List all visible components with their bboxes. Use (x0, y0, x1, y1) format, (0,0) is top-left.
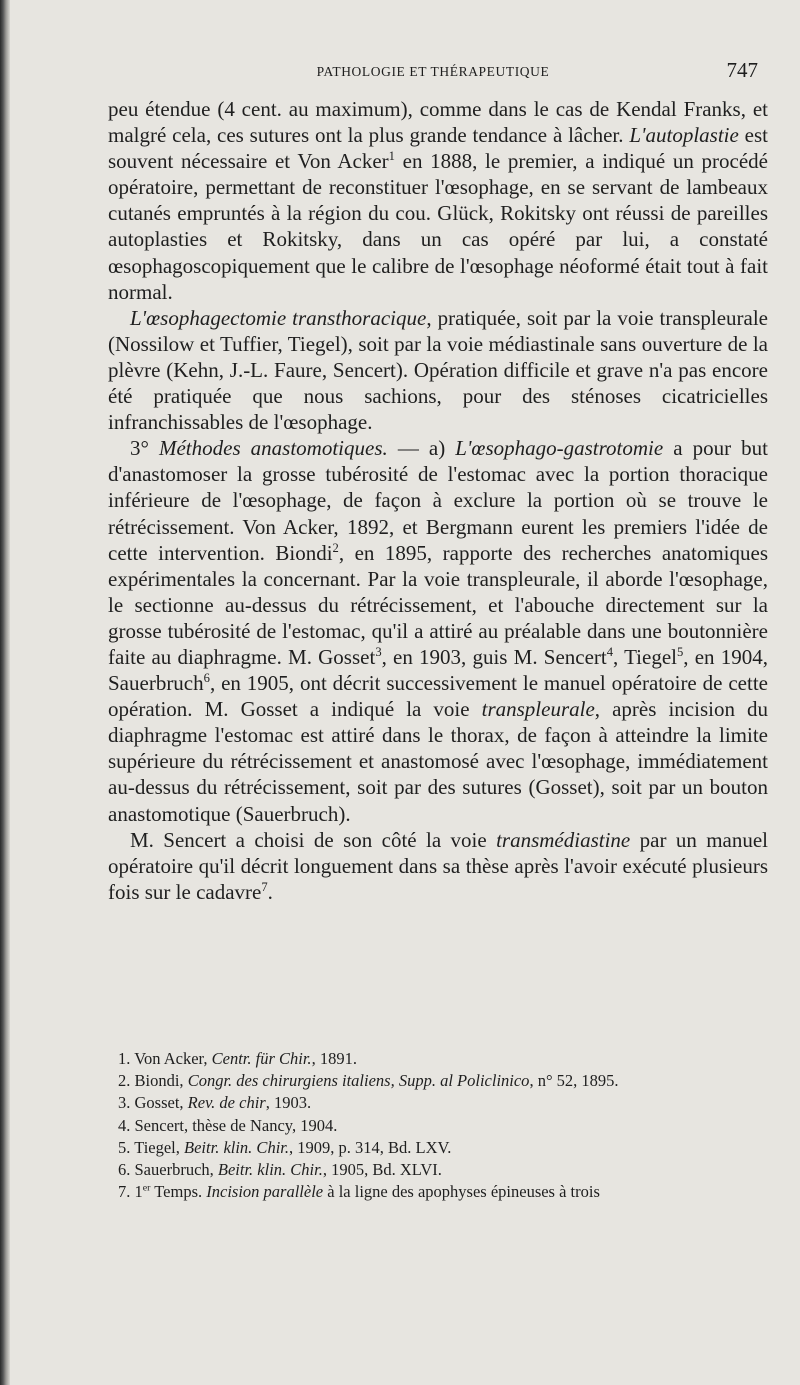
footnote-number: 4. (118, 1115, 131, 1135)
footnote-number: 1. (118, 1049, 131, 1068)
text-run: , pratiquée, soit par la voie transpleurale (Nossilow et Tuffier, Tiegel), soit par la voie médiastinale sans ouverture de la plèvre (Kehn, J.-L. Faure, Sencert). Opération difficile et grave n'a pas encore été pratiquée que nous sachions, pour des sténoses cicatricielles infranchissables de l'œsophage. (108, 305, 768, 435)
text-run: , 1903. (265, 1093, 312, 1113)
text-run: Sauerbruch, (130, 1160, 218, 1180)
italic-term: transpleurale (481, 697, 595, 722)
italic-term: L'autoplastie (629, 123, 739, 148)
text-run: 3° (130, 436, 159, 461)
text-run: . (267, 879, 273, 904)
paragraph-oesophagectomie (108, 305, 768, 435)
footnotes (108, 1048, 768, 1203)
scan-edge-shadow (0, 0, 10, 1385)
text-run: , en 1903, guis M. Sencert (381, 644, 607, 669)
text-run: — a) (387, 436, 456, 461)
footnote-number: 3. (118, 1093, 131, 1113)
running-head: PATHOLOGIE ET THÉRAPEUTIQUE (316, 64, 550, 79)
text-run: à la ligne des apophyses épineuses à trois (323, 1182, 600, 1202)
footnote-3 (108, 1092, 768, 1114)
text-run: est souvent nécessaire et Von Acker (108, 123, 769, 174)
text-run: Biondi, (130, 1071, 188, 1091)
text-run: par un manuel opératoire qu'il décrit longuement dans sa thèse après l'avoir exécuté plusieurs fois sur le cadavre (108, 827, 769, 904)
text-run: en 1888, le premier, a indiqué un procédé opératoire, permettant de reconstituer l'œsophage, en se servant de lambeaux cutanés empruntés à la région du cou. Glück, Rokitsky ont réussi de pareilles autoplasties et Rokitsky, dans un cas opéré par lui, a constaté œsophagoscopiquement que le calibre de l'œsophage néoformé était tout à fait normal. (108, 149, 768, 304)
ordinal-suffix: er (142, 1182, 151, 1194)
text-run: , en 1905, ont décrit successivement le manuel opératoire de cette opération. M. Gosset a indiqué la voie (108, 671, 768, 722)
text-run: Sencert, thèse de Nancy, 1904. (130, 1115, 338, 1135)
footnote-ref: 2 (332, 540, 339, 555)
paragraph-methodes-anastomotiques (108, 435, 768, 826)
text-run: M. Sencert a choisi de son côté la voie (130, 827, 497, 852)
text-run: Tiegel, (130, 1137, 185, 1157)
footnote-1 (108, 1048, 768, 1070)
paragraph-sencert (108, 827, 768, 905)
text-run: , Tiegel (613, 644, 677, 669)
page-header (108, 58, 758, 86)
citation-title: Beitr. klin. Chir. (184, 1137, 289, 1157)
citation-title: Centr. für Chir. (211, 1049, 312, 1068)
footnote-7 (108, 1181, 768, 1203)
text-run: 1 (130, 1182, 143, 1202)
footnote-ref: 3 (375, 644, 382, 659)
text-run: , en 1895, rapporte des recherches anatomiques expérimentales la concernant. Par la voie transpleurale, il aborde l'œsophage, le sectionne au-dessus du rétrécissement, et l'abouche directement sur la grosse tubérosité de l'estomac, qu'il a attiré au préalable dans une boutonnière faite au diaphragme. M. Gosset (108, 540, 768, 669)
body-text (108, 96, 768, 905)
footnote-number: 5. (118, 1137, 131, 1157)
footnote-ref: 5 (676, 644, 684, 659)
page-number: 747 (726, 58, 758, 82)
footnote-2 (108, 1070, 768, 1092)
text-run: , n° 52, 1895. (529, 1071, 619, 1091)
citation-title: Beitr. klin. Chir. (217, 1160, 323, 1180)
footnote-5 (108, 1137, 768, 1159)
italic-term: Incision parallèle (206, 1182, 324, 1202)
text-run: Temps. (150, 1182, 207, 1202)
text-run: , 1891. (311, 1049, 357, 1068)
italic-term: L'œsophago-gastrotomie (455, 436, 664, 461)
text-run: a pour but d'anastomoser la grosse tubérosité de l'estomac avec la portion thoracique inférieure de l'œsophage, de façon à exclure la portion où se trouve le rétrécissement. Von Acker, 1892, et Bergmann eurent les premiers l'idée de cette intervention. Biondi (108, 436, 768, 565)
footnote-ref: 4 (606, 644, 614, 659)
footnote-number: 6. (118, 1160, 131, 1180)
text-run: , 1905, Bd. XLVI. (322, 1160, 442, 1180)
text-run: Von Acker, (130, 1049, 212, 1068)
footnote-number: 2. (118, 1071, 131, 1091)
footnote-6 (108, 1159, 768, 1181)
text-run: , en 1904, Sauerbruch (108, 644, 768, 696)
citation-title: Rev. de chir (187, 1093, 266, 1113)
footnote-number: 7. (118, 1182, 131, 1202)
footnote-ref: 6 (203, 671, 210, 686)
text-run: Gosset, (130, 1093, 188, 1113)
text-run: , après incision du diaphragme l'estomac est attiré dans le thorax, de façon à atteindre la limite supérieure du rétrécissement et anastomosé avec l'œsophage, immédiatement au-dessus du rétrécissement, soit par des sutures (Gosset), soit par un bouton anastomotique (Sauerbruch). (108, 697, 769, 826)
section-heading: Méthodes anastomotiques. (158, 436, 388, 461)
footnote-ref: 1 (388, 149, 395, 164)
citation-title: Congr. des chirurgiens italiens, Supp. al Policlinico (187, 1071, 530, 1091)
footnote-ref: 7 (261, 879, 268, 894)
italic-term: L'œsophagectomie transthoracique (130, 305, 427, 330)
italic-term: transmédiastine (496, 827, 631, 852)
text-run: peu étendue (4 cent. au maximum), comme dans le cas de Kendal Franks, et malgré cela, ces sutures ont la plus grande tendance à lâcher. (108, 97, 768, 148)
text-run: , 1909, p. 314, Bd. LXV. (289, 1137, 452, 1157)
paragraph-autoplastie (108, 96, 768, 305)
footnote-4 (108, 1115, 768, 1137)
